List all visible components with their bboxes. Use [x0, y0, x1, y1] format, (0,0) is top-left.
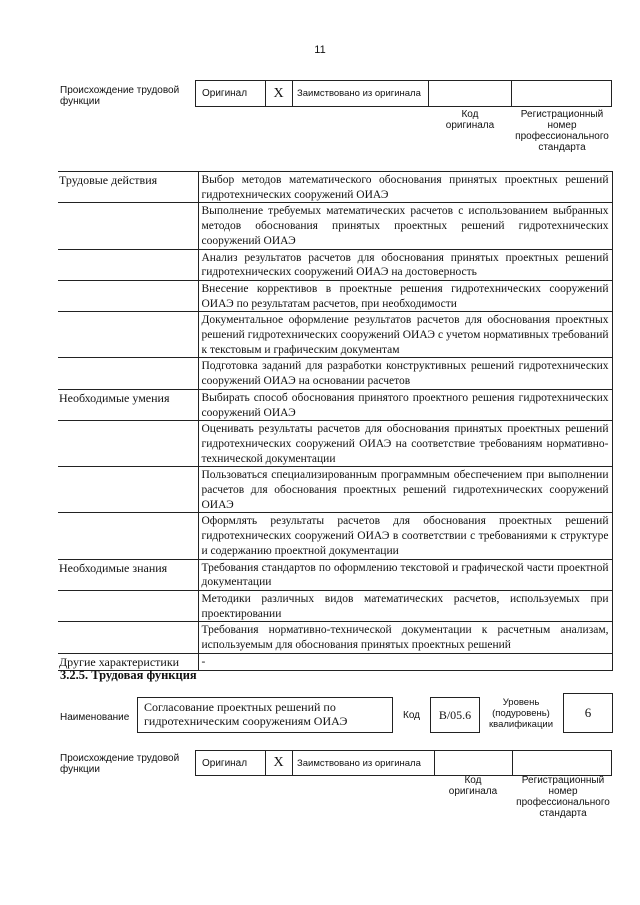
table-row [58, 513, 612, 559]
table-row [58, 622, 612, 653]
row-text: Внесение коррективов в проектные решения гидротехнических сооружений ОИАЭ по результатам расчетов, при необходимости [198, 280, 612, 311]
borrowed-label: Заимствовано из оригинала [297, 88, 421, 99]
row-text: Оценивать результаты расчетов для обоснования принятых проектных решений гидротехнических сооружений ОИАЭ на соответствие требованиям нормативно-технической документации [198, 421, 612, 467]
row-head [58, 590, 198, 621]
table-row [58, 421, 612, 467]
function-name-box [137, 697, 393, 733]
row-head [58, 203, 198, 249]
table-row [58, 389, 612, 420]
row-text: Требования стандартов по оформлению текстовой и графической части проектной документации [198, 559, 612, 590]
row-head [58, 513, 198, 559]
table-row [58, 172, 612, 203]
row-text: Пользоваться специализированным программным обеспечением при выполнении расчетов для обоснования проектных решений гидротехнических сооружений ОИАЭ [198, 467, 612, 513]
code-caption: Код оригинала [445, 109, 495, 131]
row-head [58, 249, 198, 280]
original-mark: X [273, 85, 284, 101]
row-head [58, 467, 198, 513]
table-row [58, 312, 612, 358]
origin-label: Происхождение трудовой функции [60, 85, 180, 107]
table-row [58, 467, 612, 513]
row-text: Подготовка заданий для разработки конструктивных решений гидротехнических сооружений ОИАЭ на основании расчетов [198, 358, 612, 389]
borrowed-label: Заимствовано из оригинала [297, 757, 421, 769]
reg-number-caption: Регистрационный номер профессионального стандарта [516, 775, 610, 819]
page-number: 11 [314, 44, 326, 56]
name-label: Наименование [60, 711, 130, 723]
row-head: Другие характеристики [58, 653, 198, 670]
row-text: Оформлять результаты расчетов для обоснования проектных решений гидротехнических сооружений ОИАЭ в соответствии с требованиями к структуре и содержанию проектной документации [198, 513, 612, 559]
row-head [58, 358, 198, 389]
function-name: Согласование проектных решений по гидротехническим сооружениям ОИАЭ [144, 700, 348, 728]
code-value: B/05.6 [438, 707, 472, 722]
section-heading: 3.2.5. Трудовая функция [60, 668, 197, 682]
table-row [58, 590, 612, 621]
level-value-box [563, 693, 613, 733]
row-head [58, 280, 198, 311]
level-value: 6 [584, 705, 592, 720]
row-head [58, 421, 198, 467]
row-text: - [198, 653, 612, 670]
code-caption: Код оригинала [448, 775, 498, 797]
table-row [58, 559, 612, 590]
origin-label: Происхождение трудовой функции [60, 753, 180, 775]
original-mark: X [273, 755, 284, 770]
row-text: Документальное оформление результатов расчетов для обоснования проектных решений гидротехнических сооружений ОИАЭ с учетом нормативных требований к текстовым и графическим документам [198, 312, 612, 358]
table-row [58, 280, 612, 311]
function-table [58, 171, 613, 671]
row-text: Требования нормативно-технической документации к расчетным анализам, используемым для обоснования принятых проектных решений [198, 622, 612, 653]
row-head: Трудовые действия [58, 172, 198, 203]
row-head: Необходимые умения [58, 389, 198, 420]
original-label: Оригинал [202, 757, 248, 769]
row-head: Необходимые знания [58, 559, 198, 590]
original-label: Оригинал [202, 88, 248, 99]
row-text: Выбирать способ обоснования принятого проектного решения гидротехнических сооружений ОИАЭ [198, 389, 612, 420]
table-row [58, 203, 612, 249]
row-head [58, 622, 198, 653]
code-value-box [430, 697, 480, 733]
code-label: Код [403, 709, 421, 721]
table-row [58, 249, 612, 280]
row-head [58, 312, 198, 358]
row-text: Методики различных видов математических расчетов, используемых при проектировании [198, 590, 612, 621]
table-row [58, 358, 612, 389]
row-text: Выбор методов математического обоснования принятых проектных решений гидротехнических сооружений ОИАЭ [198, 172, 612, 203]
row-text: Выполнение требуемых математических расчетов с использованием выбранных методов обоснования принятых проектных решений гидротехнических сооружений ОИАЭ [198, 203, 612, 249]
level-label: Уровень (подуровень) квалификации [488, 697, 554, 730]
row-text: Анализ результатов расчетов для обоснования принятых проектных решений гидротехнических сооружений ОИАЭ на достоверность [198, 249, 612, 280]
reg-number-caption: Регистрационный номер профессионального стандарта [515, 109, 609, 153]
